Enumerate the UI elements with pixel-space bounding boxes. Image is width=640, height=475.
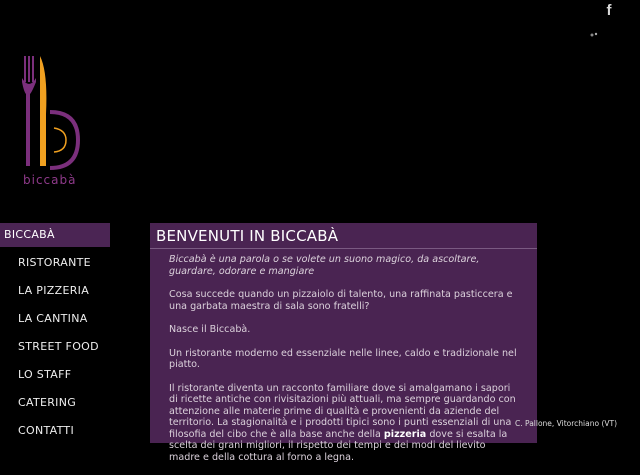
title-divider: [150, 248, 537, 249]
intro-lead: Biccabà è una parola o se volete un suono magico, da ascoltare, guardare, odorare e mangiare: [169, 254, 480, 277]
intro-story: [169, 383, 519, 464]
nav-item-contatti[interactable]: CONTATTI: [18, 424, 74, 437]
facebook-glyph: f: [606, 2, 612, 19]
nav-item-biccaba[interactable]: BICCABÀ: [0, 223, 110, 247]
intro-answer: Nasce il Biccabà.: [169, 324, 251, 335]
nav-item-lo-staff[interactable]: LO STAFF: [18, 368, 72, 381]
intro-description: Un ristorante moderno ed essenziale nelle linee, caldo e tradizionale nel piatto.: [169, 347, 517, 370]
nav-item-ristorante[interactable]: RISTORANTE: [18, 256, 91, 269]
nav-item-catering[interactable]: CATERING: [18, 396, 77, 409]
nav-item-la-cantina[interactable]: LA CANTINA: [18, 312, 88, 325]
nav-item-street-food[interactable]: STREET FOOD: [18, 340, 99, 353]
main-nav: [0, 223, 110, 445]
loading-icon: [589, 31, 599, 39]
logo-mark-icon: [16, 54, 86, 189]
logo[interactable]: [16, 54, 86, 189]
logo-wordmark: biccabà: [23, 173, 77, 187]
pizzeria-highlight: pizzeria: [383, 428, 427, 440]
intro-question: Cosa succede quando un pizzaiolo di talento, una raffinata pasticcera e una garbata maestra di sala sono fratelli?: [169, 289, 513, 312]
story-text: Il ristorante diventa un racconto familiare dove si amalgamano i sapori di ricette antiche con rivisitazioni più attuali, ma sempre guardando con attenzione alle materie prime di qualità e provenienti da aziende del territorio. La stagionalità e i prodotti tipici sono i punti essenziali di una filosofia del cibo che è alla base anche della: [169, 382, 516, 440]
nav-item-la-pizzeria[interactable]: LA PIZZERIA: [18, 284, 90, 297]
footer-address: C. Pallone, Vitorchiano (VT): [515, 419, 618, 428]
page-title: BENVENUTI IN BICCABÀ: [156, 227, 339, 245]
content-panel: [150, 223, 537, 463]
story-text-end: dove si esalta la scelta dei grani migliori, il rispetto dei tempi e dei modi del lievito madre e della cottura al forno a legna.: [169, 428, 508, 463]
facebook-icon[interactable]: [602, 2, 616, 20]
intro-text: [169, 254, 519, 475]
